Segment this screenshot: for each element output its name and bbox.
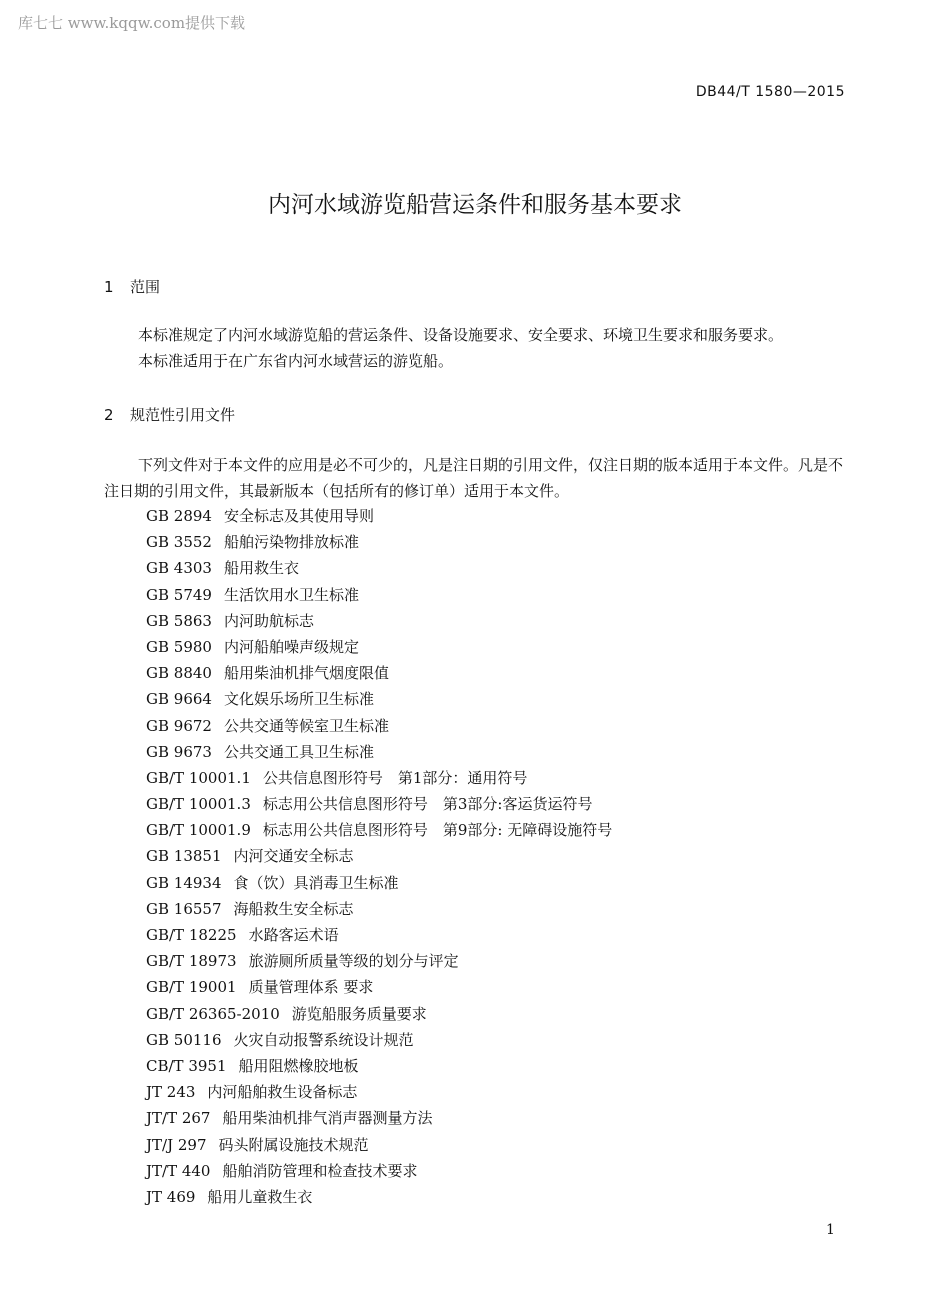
reference-title: 船用柴油机排气烟度限值 [223, 664, 389, 683]
reference-title: 船用儿童救生衣 [207, 1187, 313, 1206]
reference-item [146, 1079, 612, 1105]
reference-item [146, 922, 612, 948]
reference-item [146, 1184, 612, 1210]
section-1-heading [104, 276, 160, 297]
section-1-title: 范围 [130, 278, 161, 296]
reference-code: GB 2894 [146, 507, 212, 525]
reference-code: GB 9672 [146, 716, 212, 735]
reference-title: 船用救生衣 [223, 559, 299, 578]
reference-code: JT/T 440 [146, 1161, 211, 1180]
reference-title: 船用阻燃橡胶地板 [238, 1056, 359, 1075]
reference-title: 水路客运术语 [248, 926, 339, 944]
reference-code: JT 469 [146, 1187, 196, 1206]
reference-code: GB 9664 [146, 690, 212, 709]
reference-item [146, 896, 612, 922]
reference-title: 船用柴油机排气消声器测量方法 [222, 1109, 433, 1128]
reference-code: GB/T 10001.1 [146, 768, 251, 787]
reference-item [146, 1053, 612, 1079]
reference-title: 公共交通工具卫生标准 [223, 742, 374, 761]
reference-item [146, 791, 612, 817]
reference-item [146, 503, 612, 529]
reference-code: GB 5863 [146, 611, 212, 630]
reference-item [146, 974, 612, 1000]
reference-item [146, 1158, 612, 1184]
reference-item [146, 739, 612, 765]
reference-item [146, 608, 612, 634]
reference-code: GB 14934 [146, 873, 222, 892]
reference-title: 生活饮用水卫生标准 [223, 585, 359, 604]
reference-title: 船舶污染物排放标准 [223, 533, 359, 552]
document-title: 内河水域游览船营运条件和服务基本要求 [268, 192, 682, 218]
reference-code: GB 4303 [146, 559, 212, 578]
reference-title: 质量管理体系 要求 [248, 978, 374, 997]
reference-item [146, 1105, 612, 1131]
reference-title: 内河交通安全标志 [233, 847, 354, 866]
reference-item [146, 870, 612, 896]
reference-code: GB/T 26365-2010 [146, 1004, 280, 1023]
reference-code: GB/T 19001 [146, 978, 237, 997]
section-2-title: 规范性引用文件 [130, 406, 236, 424]
reference-code: GB/T 10001.3 [146, 795, 251, 814]
reference-code: GB 9673 [146, 742, 212, 761]
page-number: 1 [826, 1222, 835, 1238]
reference-code: GB/T 18225 [146, 926, 237, 944]
reference-code: GB/T 10001.9 [146, 821, 251, 840]
reference-title: 安全标志及其使用导则 [223, 507, 374, 525]
reference-title: 旅游厕所质量等级的划分与评定 [248, 952, 459, 971]
reference-code: GB 8840 [146, 664, 212, 683]
reference-code: JT/J 297 [146, 1135, 207, 1154]
reference-item [146, 1027, 612, 1053]
section-2-number: 2 [104, 406, 114, 424]
reference-item [146, 582, 612, 608]
reference-code: GB 5749 [146, 585, 212, 604]
reference-title: 标志用公共信息图形符号 第9部分: 无障碍设施符号 [262, 821, 613, 840]
reference-item [146, 686, 612, 712]
reference-code: GB/T 18973 [146, 952, 237, 971]
watermark-text: 库七七 www.kqqw.com提供下载 [18, 14, 246, 32]
reference-title: 内河船舶噪声级规定 [223, 637, 359, 656]
reference-title: 内河船舶救生设备标志 [207, 1083, 358, 1102]
reference-title: 海船救生安全标志 [233, 899, 354, 918]
reference-title: 公共交通等候室卫生标准 [223, 716, 389, 735]
reference-code: JT 243 [146, 1083, 196, 1102]
document-code: DB44/T 1580—2015 [695, 84, 845, 100]
reference-item [146, 713, 612, 739]
reference-title: 内河助航标志 [223, 611, 314, 630]
reference-title: 游览船服务质量要求 [291, 1004, 427, 1023]
reference-item [146, 1132, 612, 1158]
reference-item [146, 765, 612, 791]
reference-title: 标志用公共信息图形符号 第3部分:客运货运符号 [262, 795, 593, 814]
section-1-paragraph-2: 本标准适用于在广东省内河水域营运的游览船。 [138, 352, 454, 370]
reference-item [146, 1001, 612, 1027]
reference-code: GB 3552 [146, 533, 212, 552]
reference-title: 公共信息图形符号 第1部分：通用符号 [262, 768, 528, 787]
reference-code: GB 50116 [146, 1030, 222, 1049]
section-1-paragraph-1: 本标准规定了内河水域游览船的营运条件、设备设施要求、安全要求、环境卫生要求和服务要求。 [138, 326, 784, 344]
reference-title: 船舶消防管理和检查技术要求 [222, 1161, 418, 1180]
reference-item [146, 948, 612, 974]
reference-code: GB 5980 [146, 637, 212, 656]
reference-item [146, 529, 612, 555]
reference-item [146, 843, 612, 869]
reference-item [146, 555, 612, 581]
reference-list [146, 503, 612, 1210]
reference-code: CB/T 3951 [146, 1056, 227, 1075]
reference-item [146, 817, 612, 843]
reference-code: GB 16557 [146, 899, 222, 918]
reference-title: 码头附属设施技术规范 [218, 1135, 369, 1154]
reference-title: 食（饮）具消毒卫生标准 [233, 873, 399, 892]
reference-item [146, 660, 612, 686]
reference-title: 文化娱乐场所卫生标准 [223, 690, 374, 709]
reference-item [146, 634, 612, 660]
reference-code: JT/T 267 [146, 1109, 211, 1128]
section-2-heading [104, 404, 235, 425]
section-1-number: 1 [104, 278, 114, 296]
section-2-intro: 下列文件对于本文件的应用是必不可少的，凡是注日期的引用文件，仅注日期的版本适用于本文件。凡是不注日期的引用文件，其最新版本（包括所有的修订单）适用于本文件。 [104, 456, 844, 500]
reference-title: 火灾自动报警系统设计规范 [233, 1030, 414, 1049]
reference-code: GB 13851 [146, 847, 222, 866]
